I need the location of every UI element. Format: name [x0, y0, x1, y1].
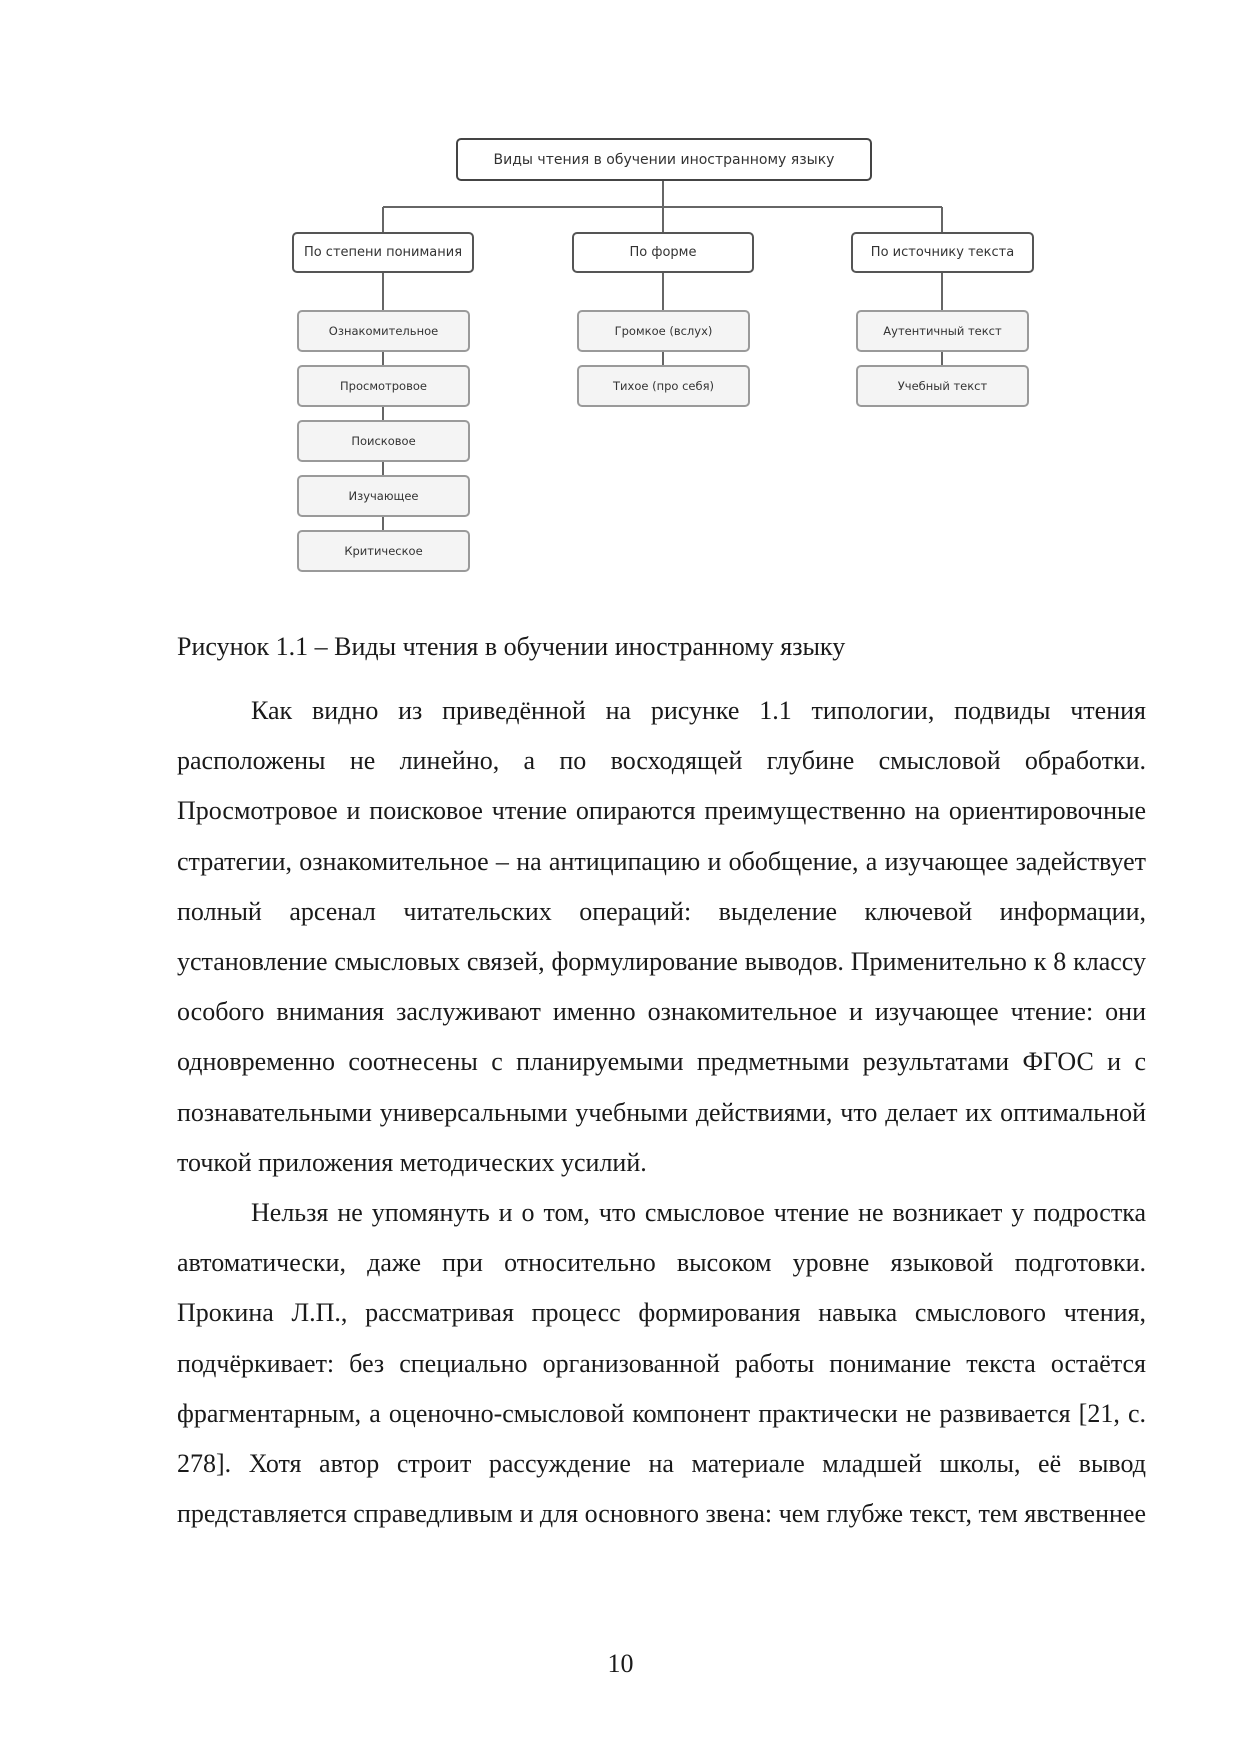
leaf-item: Тихое (про себя) — [577, 365, 750, 407]
leaf-item: Изучающее — [297, 475, 470, 517]
branch-title-source: По источнику текста — [851, 232, 1034, 273]
body-text — [177, 686, 1146, 1539]
leaf-item: Громкое (вслух) — [577, 310, 750, 352]
paragraph: Как видно из приведённой на рисунке 1.1 типологии, подвиды чтения расположены не линейно, а по восходящей глубине смысловой обработки. Просмотровое и поисковое чтение опираются преимущественно на ориентировочные стратегии, ознакомительное – на антиципацию и обобщение, а изучающее задействует полный арсенал читательских операций: выделение ключевой информации, установление смысловых связей, формулирование выводов. Применительно к 8 классу особого внимания заслуживают именно ознакомительное и изучающее чтение: они одновременно соотнесены с планируемыми предметными результатами ФГОС и с познавательными универсальными учебными действиями, что делает их оптимальной точкой приложения методических усилий. — [177, 696, 1146, 1177]
leaf-item: Учебный текст — [856, 365, 1029, 407]
page-number: 10 — [607, 1649, 634, 1678]
leaf-item: Критическое — [297, 530, 470, 572]
diagram-root: Виды чтения в обучении иностранному языку — [456, 138, 872, 181]
paragraph: Нельзя не упомянуть и о том, что смысловое чтение не возникает у подростка автоматически, даже при относительно высоком уровне языковой подготовки. Прокина Л.П., рассматривая процесс формирования навыка смыслового чтения, подчёркивает: без специально организованной работы понимание текста остаётся фрагментарным, а оценочно-смысловой компонент практически не развивается [21, с. 278]. Хотя автор строит рассуждение на материале младшей школы, её вывод представляется справедливым и для основного звена: чем глубже текст, тем явственнее — [177, 1198, 1146, 1529]
leaf-item: Поисковое — [297, 420, 470, 462]
branch-title-form: По форме — [572, 232, 754, 273]
diagram-connectors — [0, 0, 1241, 600]
leaf-item: Аутентичный текст — [856, 310, 1029, 352]
reading-types-diagram — [0, 0, 1241, 600]
figure-caption: Рисунок 1.1 – Виды чтения в обучении иностранному языку — [177, 632, 846, 661]
leaf-item: Ознакомительное — [297, 310, 470, 352]
branch-title-comprehension: По степени понимания — [292, 232, 474, 273]
leaf-item: Просмотровое — [297, 365, 470, 407]
